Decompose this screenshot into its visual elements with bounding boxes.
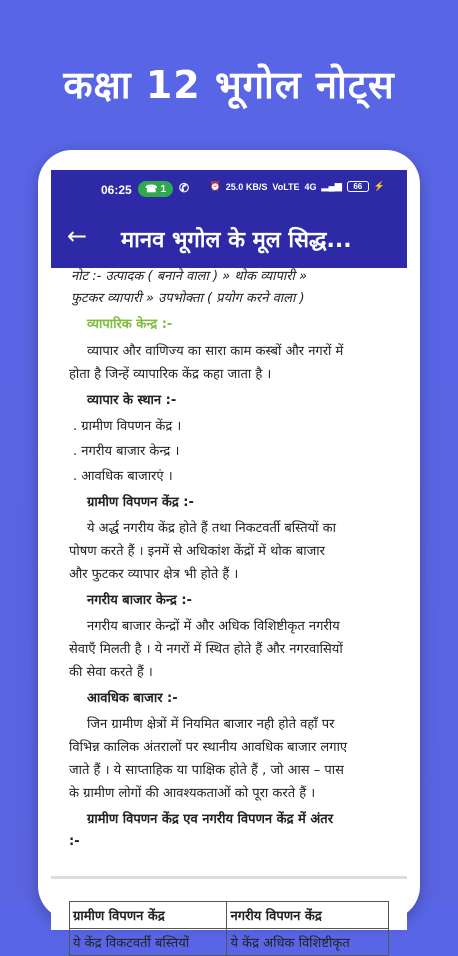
charging-icon: ⚡ <box>373 181 385 191</box>
note-line-2: फुटकर व्यापारी » उपभोक्ता ( प्रयोग करने वाला ) <box>71 291 305 306</box>
signal-icon: ▂▄▆ <box>321 181 342 191</box>
status-bar <box>51 170 407 210</box>
places-heading: व्यापार के स्थान :- <box>87 393 177 408</box>
place-item-1: . ग्रामीण विपणन केंद्र । <box>73 419 182 434</box>
note-line-1: नोट :- उत्पादक ( बनाने वाला ) » थोक व्यापारी » <box>71 269 308 284</box>
volte-label: VoLTE <box>272 181 300 192</box>
table-header-row <box>70 902 389 929</box>
periodic-text-1: जिन ग्रामीण क्षेत्रों में नियमित बाजार नही होते वहाँ पर <box>87 717 335 732</box>
difference-heading-tail: :- <box>69 834 80 849</box>
table-header: ग्रामीण विपणन केंद्र <box>70 902 227 929</box>
urban-text-1: नगरीय बाजार केन्द्रों में और अधिक विशिष्टीकृत नगरीय <box>87 619 340 634</box>
status-indicators <box>210 181 385 192</box>
urban-text-2: सेवाएँ मिलती है । ये नगरों में स्थित होते हैं और नगरवासियों <box>69 642 343 657</box>
page-title: मानव भूगोल के मूल सिद्ध... <box>121 228 352 253</box>
rural-heading: ग्रामीण विपणन केंद्र :- <box>87 495 194 510</box>
table-row <box>70 929 389 956</box>
periodic-text-3: जाते हैं । ये साप्ताहिक या पाक्षिक होते हैं , जो आस – पास <box>69 763 344 778</box>
wifi-call-icon: ☎ <box>144 183 158 195</box>
app-bar <box>51 210 407 268</box>
commercial-text-1: व्यापार और वाणिज्य का सारा काम कस्बों और नगरों में <box>87 344 344 359</box>
commercial-text-2: होता है जिन्हें व्यापारिक केंद्र कहा जाता है । <box>69 367 272 382</box>
phone-screen <box>51 170 407 951</box>
promo-title: कक्षा 12 भूगोल नोट्स <box>63 63 395 107</box>
commercial-heading: व्यापारिक केन्द्र :- <box>87 317 173 332</box>
rural-text-1: ये अर्द्ध नगरीय केंद्र होते हैं तथा निकटवर्ती बस्तियों का <box>87 521 337 536</box>
urban-heading: नगरीय बाजार केन्द्र :- <box>87 593 192 608</box>
table-cell: ये केंद्र विकटवर्ती बस्तियों <box>70 929 227 956</box>
place-item-2: . नगरीय बाजार केन्द्र । <box>73 444 180 459</box>
ongoing-call-badge[interactable] <box>138 181 173 197</box>
status-time: 06:25 <box>101 183 132 197</box>
battery-icon: 66 <box>347 181 369 192</box>
table-header: नगरीय विपणन केंद्र <box>227 902 389 929</box>
signal-label: 4G <box>304 181 317 192</box>
rural-text-3: और फुटकर व्यापार क्षेत्र भी होते हैं । <box>69 567 239 582</box>
rural-text-2: पोषण करते हैं । इनमें से अधिकांश केंद्रों में थोक बाजार <box>69 544 325 559</box>
alarm-icon: ⏰ <box>209 181 221 191</box>
network-speed: 25.0 KB/S <box>225 181 268 192</box>
urban-text-3: की सेवा करते हैं । <box>69 665 153 680</box>
place-item-3: . आवधिक बाजारएं । <box>73 469 173 484</box>
back-arrow-icon[interactable]: ← <box>67 222 88 250</box>
phone-icon: ✆ <box>179 181 190 195</box>
call-count: 1 <box>160 183 167 195</box>
periodic-text-2: विभिन्न कालिक अंतरालों पर स्थानीय आवधिक बाजार लगाए <box>69 740 348 755</box>
article-content[interactable] <box>51 268 407 951</box>
periodic-text-4: के ग्रामीण लोगों की आवश्यकताओं को पूरा करते हैं । <box>69 786 316 801</box>
periodic-heading: आवधिक बाजार :- <box>87 691 178 706</box>
section-divider <box>51 876 407 879</box>
difference-heading: ग्रामीण विपणन केंद्र एव नगरीय विपणन केंद्र में अंतर <box>87 812 334 827</box>
phone-frame <box>38 150 420 951</box>
comparison-table <box>69 901 389 956</box>
table-cell: ये केंद्र अधिक विशिष्टीकृत <box>227 929 389 956</box>
